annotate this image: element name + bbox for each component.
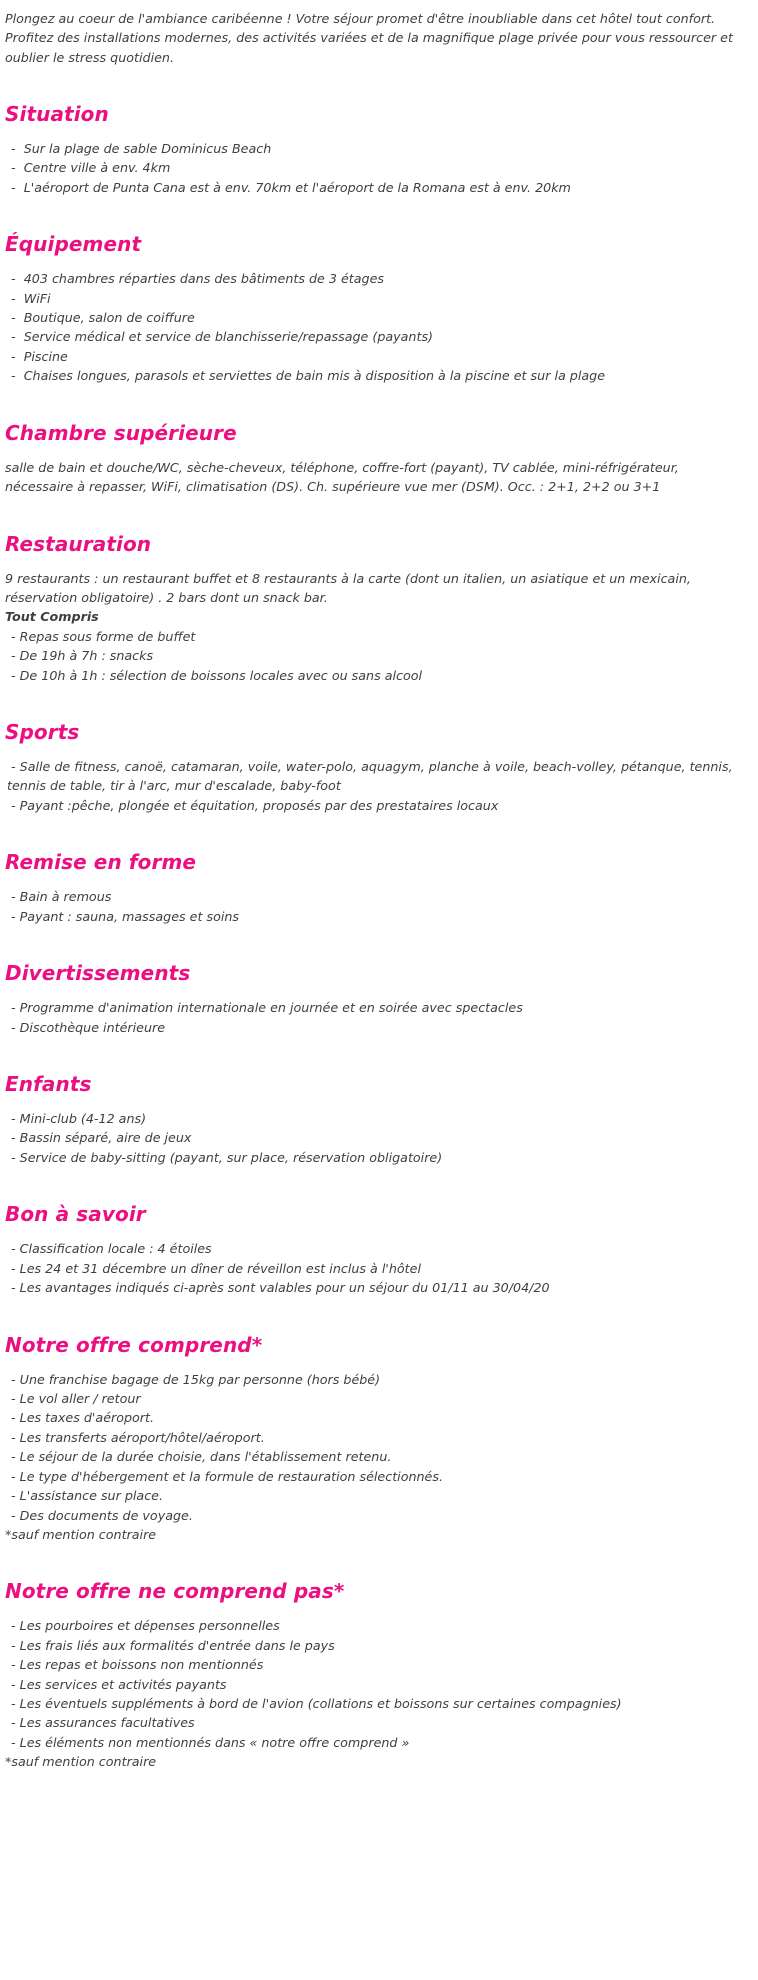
list-item: - Centre ville à env. 4km xyxy=(7,160,171,176)
list-item: - Service médical et service de blanchisserie/repassage (payants) xyxy=(7,329,434,345)
heading-restauration: Restauration xyxy=(5,531,152,556)
list-item: - Les repas et boissons non mentionnés xyxy=(7,1657,264,1673)
section-situation xyxy=(5,102,746,197)
heading-equipement: Équipement xyxy=(5,232,142,257)
list-item: - Une franchise bagage de 15kg par personne (hors bébé) xyxy=(7,1371,381,1387)
list-item: - De 19h à 7h : snacks xyxy=(7,648,154,664)
heading-offre-ne-comprend-pas: Notre offre ne comprend pas* xyxy=(5,1579,345,1604)
section-divertissements xyxy=(5,961,746,1037)
list-item: - Les assurances facultatives xyxy=(7,1715,195,1731)
list-item: - Salle de fitness, canoë, catamaran, voile, water-polo, aquagym, planche à voile, beach-volley, pétanque, tennis, tennis de table, tir à l'arc, mur d'escalade, baby-foot xyxy=(7,759,737,794)
list-item: - Bassin séparé, aire de jeux xyxy=(7,1130,192,1146)
section-remise-en-forme xyxy=(5,850,746,926)
footnote: *sauf mention contraire xyxy=(5,1754,157,1770)
list-item: - Piscine xyxy=(7,348,68,364)
heading-bon-a-savoir: Bon à savoir xyxy=(5,1202,146,1227)
list-item: - Les éléments non mentionnés dans « notre offre comprend » xyxy=(7,1734,410,1750)
heading-enfants: Enfants xyxy=(5,1072,92,1097)
heading-chambre-superieure: Chambre supérieure xyxy=(5,420,237,445)
list-item: - Mini-club (4-12 ans) xyxy=(7,1111,147,1127)
list-item: - Programme d'animation internationale en journée et en soirée avec spectacles xyxy=(7,1000,523,1016)
list-item: - Sur la plage de sable Dominicus Beach xyxy=(7,140,272,156)
list-item: - Repas sous forme de buffet xyxy=(7,628,196,644)
section-enfants xyxy=(5,1072,746,1167)
heading-remise-en-forme: Remise en forme xyxy=(5,850,197,875)
list-item: - Les avantages indiqués ci-après sont valables pour un séjour du 01/11 au 30/04/20 xyxy=(7,1280,550,1296)
section-offre-ne-comprend-pas xyxy=(5,1579,746,1771)
section-restauration xyxy=(5,532,746,686)
list-item: - Les taxes d'aéroport. xyxy=(7,1410,155,1426)
list-item: - Discothèque intérieure xyxy=(7,1019,166,1035)
list-item: - Chaises longues, parasols et serviettes de bain mis à disposition à la piscine et sur la plage xyxy=(7,368,605,384)
list-item: - Le séjour de la durée choisie, dans l'établissement retenu. xyxy=(7,1449,392,1465)
subheading: Tout Compris xyxy=(5,609,99,625)
list-item: - Payant :pêche, plongée et équitation, proposés par des prestataires locaux xyxy=(7,797,499,813)
heading-situation: Situation xyxy=(5,101,109,126)
list-item: - Le vol aller / retour xyxy=(7,1390,141,1406)
list-item: - Boutique, salon de coiffure xyxy=(7,310,195,325)
list-item: - Les services et activités payants xyxy=(7,1676,227,1692)
sections xyxy=(5,102,746,1772)
paragraph: salle de bain et douche/WC, sèche-cheveux, téléphone, coffre-fort (payant), TV cablée, mini-réfrigérateur, nécessaire à repasser, WiFi, climatisation (DS). Ch. supérieure vue mer (DSM). Occ. : 2+1, 2+2 ou 3+1 xyxy=(5,459,683,495)
heading-sports: Sports xyxy=(5,720,80,745)
list-item: - Les 24 et 31 décembre un dîner de réveillon est inclus à l'hôtel xyxy=(7,1260,421,1276)
paragraph: 9 restaurants : un restaurant buffet et 8 restaurants à la carte (dont un italien, un asiatique et un mexicain, réservation obligatoire) . 2 bars dont un snack bar. xyxy=(5,570,695,605)
list-item: - Les pourboires et dépenses personnelles xyxy=(7,1618,280,1634)
list-item: - De 10h à 1h : sélection de boissons locales avec ou sans alcool xyxy=(7,667,423,683)
list-item: - 403 chambres réparties dans des bâtiments de 3 étages xyxy=(7,271,385,287)
list-item: - Le type d'hébergement et la formule de restauration sélectionnés. xyxy=(7,1468,443,1484)
list-item: - Payant : sauna, massages et soins xyxy=(7,908,240,924)
list-item: - WiFi xyxy=(7,290,51,306)
section-sports xyxy=(5,720,746,815)
list-item: - Des documents de voyage. xyxy=(7,1507,193,1523)
list-item: - Bain à remous xyxy=(7,889,112,905)
list-item: - L'aéroport de Punta Cana est à env. 70km et l'aéroport de la Romana est à env. 20km xyxy=(7,179,571,195)
section-offre-comprend xyxy=(5,1333,746,1545)
list-item: - Les frais liés aux formalités d'entrée dans le pays xyxy=(7,1637,335,1653)
section-chambre-superieure xyxy=(5,421,746,497)
intro-paragraph: Plongez au coeur de l'ambiance caribéenne ! Votre séjour promet d'être inoubliable dans cet hôtel tout confort. Profitez des installations modernes, des activités variées et de la magnifique plage privée pour vous ressourcer et oublier le stress quotidien. xyxy=(5,11,738,65)
list-item: - L'assistance sur place. xyxy=(7,1488,164,1504)
section-equipement xyxy=(5,232,746,386)
heading-offre-comprend: Notre offre comprend* xyxy=(5,1332,263,1357)
list-item: - Les transferts aéroport/hôtel/aéroport. xyxy=(7,1429,265,1445)
section-bon-a-savoir xyxy=(5,1202,746,1297)
heading-divertissements: Divertissements xyxy=(5,961,191,986)
footnote: *sauf mention contraire xyxy=(5,1526,157,1542)
list-item: - Classification locale : 4 étoiles xyxy=(7,1241,212,1257)
list-item: - Service de baby-sitting (payant, sur place, réservation obligatoire) xyxy=(7,1149,443,1165)
list-item: - Les éventuels suppléments à bord de l'avion (collations et boissons sur certaines compagnies) xyxy=(7,1696,622,1712)
